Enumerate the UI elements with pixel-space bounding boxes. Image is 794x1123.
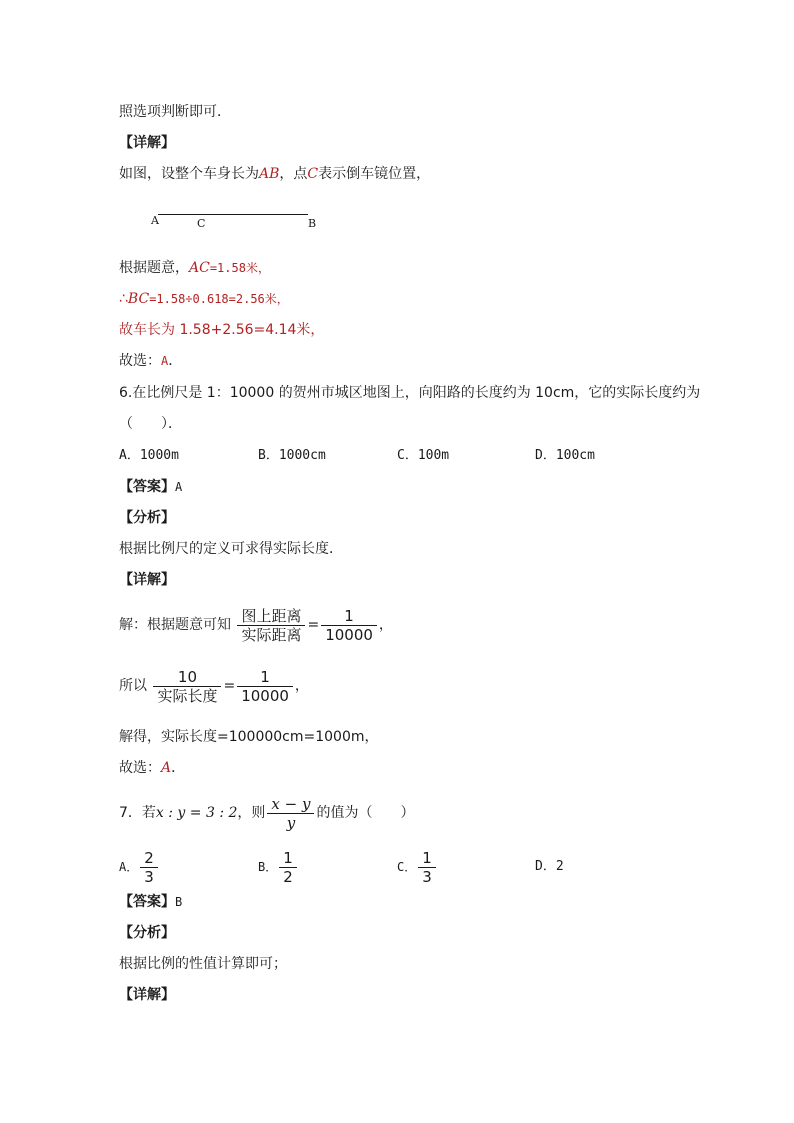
- text-line: 解得，实际长度=100000cm=1000m，: [119, 729, 379, 745]
- text-span: ，: [294, 678, 309, 694]
- section-label-answer: 【答案】: [119, 479, 175, 495]
- option-c: C．100m: [397, 448, 450, 463]
- equation-line: [119, 605, 393, 645]
- math-span: AB: [259, 166, 280, 182]
- option-label: C．: [397, 860, 417, 874]
- text-span: 表示倒车镜位置，: [318, 166, 431, 182]
- math-span: x : y = 3 : 2: [155, 805, 238, 821]
- fraction-denominator: 10000: [321, 625, 377, 644]
- math-span: BC: [127, 291, 150, 307]
- equals-sign: =: [307, 617, 320, 633]
- option-a: A．1000m: [119, 448, 179, 463]
- fraction: [267, 795, 314, 832]
- text-span: 解：根据题意可知: [119, 617, 231, 633]
- question-text: 6.在比例尺是 1：10000 的贺州市城区地图上，向阳路的长度约为 10cm，它的实际长度约为: [119, 385, 701, 401]
- option-c: [397, 847, 438, 888]
- section-label-analysis: 【分析】: [119, 925, 175, 941]
- text-span: 故选：: [119, 760, 161, 776]
- text-span: ．: [171, 760, 186, 776]
- text-span: 所以: [119, 678, 147, 694]
- fraction: [321, 607, 377, 644]
- fraction-numerator: 图上距离: [241, 606, 302, 625]
- answer-line: [119, 477, 182, 497]
- text-line: 照选项判断即可．: [119, 104, 231, 120]
- option-d: D．2: [535, 859, 564, 874]
- fraction-numerator: 1: [344, 606, 354, 625]
- fraction: [237, 668, 293, 705]
- math-span: C: [307, 166, 319, 182]
- fraction: [237, 607, 305, 644]
- text-span: ．: [168, 353, 183, 369]
- fraction: [279, 849, 297, 886]
- text-span: ，则: [237, 805, 266, 821]
- answer-span: A: [161, 354, 169, 368]
- segment-line: [158, 214, 308, 215]
- text-span: ∴: [119, 291, 128, 307]
- section-label-detail: 【详解】: [119, 135, 175, 151]
- answer-line: [119, 892, 182, 912]
- text-line: 故车长为 1.58+2.56=4.14米，: [119, 322, 325, 338]
- point-label-b: B: [308, 217, 317, 230]
- analysis-text: 根据比例的性值计算即可；: [119, 956, 287, 972]
- fraction-denominator: 3: [418, 867, 436, 886]
- fraction-denominator: 2: [279, 867, 297, 886]
- math-span: =1.58米，: [209, 261, 270, 275]
- text-span: 7．若: [119, 805, 156, 821]
- fraction: [418, 849, 436, 886]
- point-label-a: A: [151, 214, 159, 227]
- text-line: [119, 351, 182, 371]
- option-d: D．100cm: [535, 448, 595, 463]
- option-a: [119, 847, 160, 888]
- fraction-numerator: 1: [422, 849, 432, 867]
- text-span: 的值为（ ）: [316, 805, 415, 821]
- section-label-detail: 【详解】: [119, 987, 175, 1003]
- text-span: 如图，设整个车身长为: [119, 166, 259, 182]
- question-text: （ ）．: [119, 416, 182, 432]
- answer-value: A: [175, 480, 183, 494]
- option-label: B．: [258, 860, 278, 874]
- question-text: [119, 793, 414, 833]
- option-b: B．1000cm: [258, 448, 326, 463]
- fraction-numerator: 10: [177, 667, 197, 686]
- text-line: [119, 258, 270, 278]
- fraction-denominator: 实际长度: [153, 686, 221, 705]
- answer-value: B: [175, 895, 183, 909]
- option-b: [258, 847, 299, 888]
- text-line: [119, 758, 185, 778]
- fraction-numerator: x − y: [271, 794, 311, 813]
- fraction-denominator: 10000: [237, 686, 293, 705]
- point-label-c: C: [197, 217, 206, 230]
- fraction-numerator: 1: [283, 849, 293, 867]
- analysis-text: 根据比例尺的定义可求得实际长度．: [119, 541, 343, 557]
- fraction-numerator: 2: [144, 849, 154, 867]
- equation-line: [119, 666, 309, 706]
- section-label-analysis: 【分析】: [119, 510, 175, 526]
- text-line: [119, 164, 430, 184]
- text-span: ，: [378, 617, 393, 633]
- text-span: 故选：: [119, 353, 161, 369]
- fraction: [153, 668, 221, 705]
- text-line: [119, 289, 289, 309]
- option-label: A．: [119, 860, 139, 874]
- section-label-answer: 【答案】: [119, 894, 175, 910]
- fraction-numerator: 1: [260, 667, 270, 686]
- math-span: =1.58÷0.618=2.56米，: [149, 292, 289, 306]
- fraction: [140, 849, 158, 886]
- text-span: 根据题意，: [119, 260, 189, 276]
- fraction-denominator: y: [267, 813, 314, 832]
- section-label-detail: 【详解】: [119, 572, 175, 588]
- fraction-denominator: 实际距离: [237, 625, 305, 644]
- equals-sign: =: [223, 678, 236, 694]
- text-span: ，点: [279, 166, 308, 182]
- math-span: AC: [189, 260, 210, 276]
- answer-span: A: [161, 760, 172, 776]
- fraction-denominator: 3: [140, 867, 158, 886]
